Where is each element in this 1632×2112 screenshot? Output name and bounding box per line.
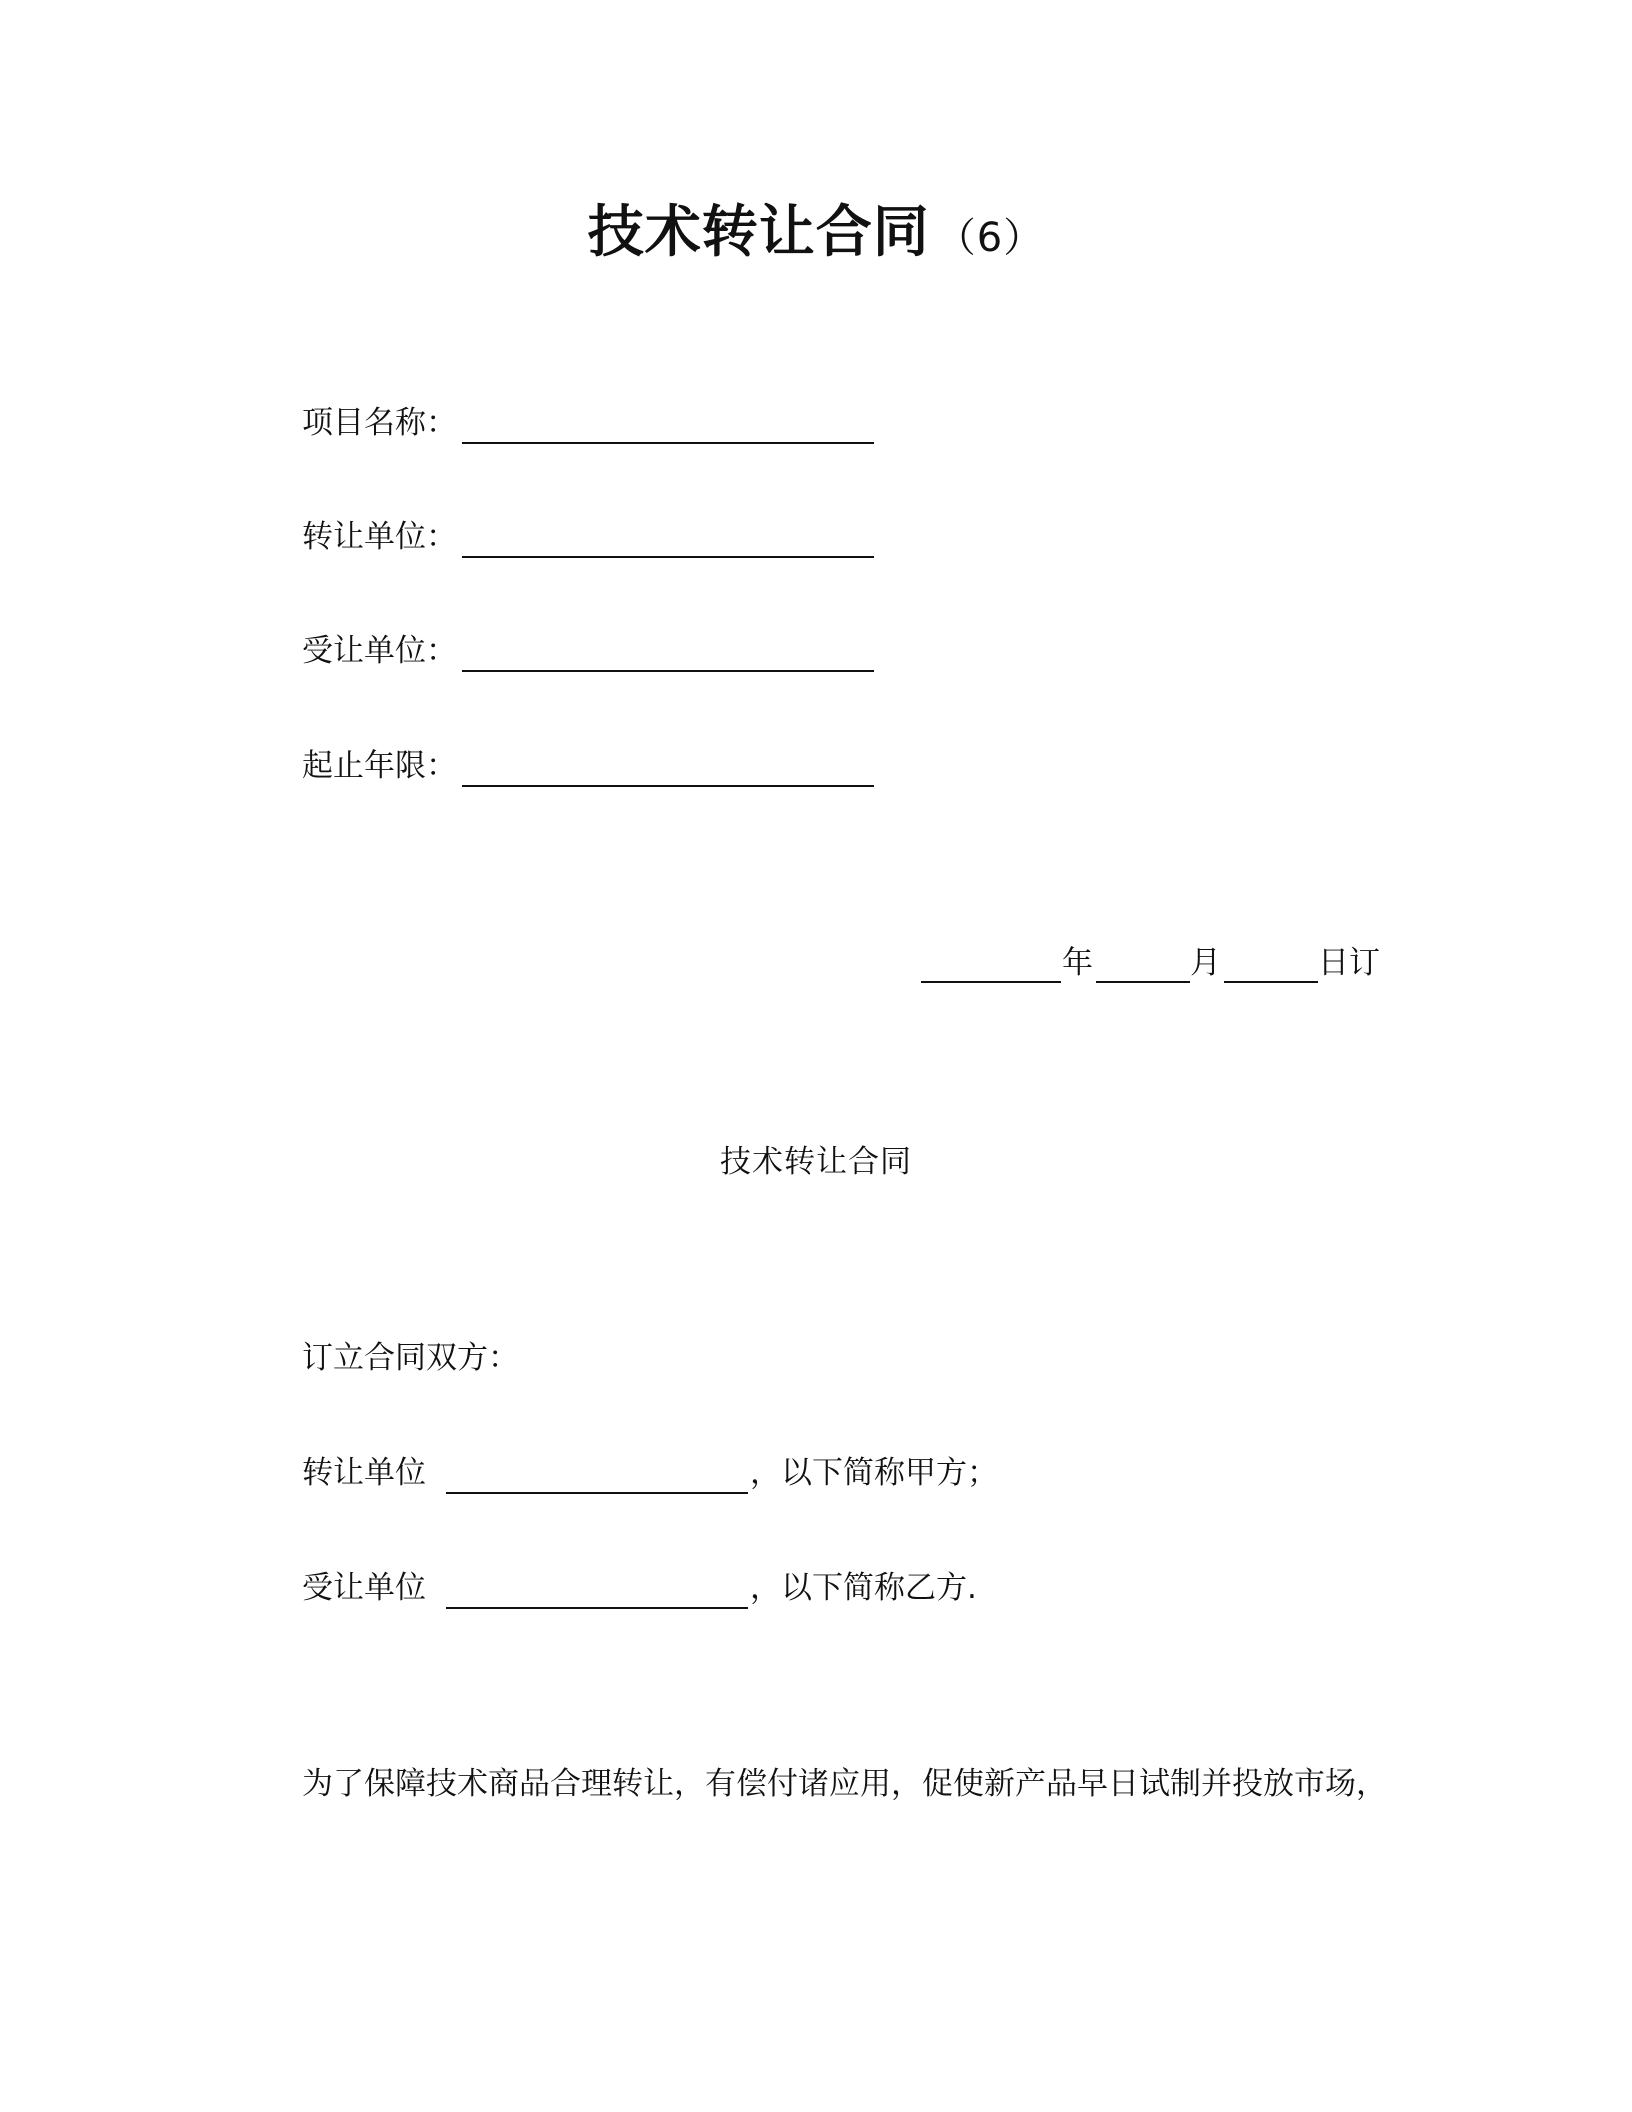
party-b-suffix: ，以下简称乙方. (750, 1570, 977, 1606)
party-b-blank[interactable] (446, 1607, 748, 1609)
preamble-text: 为了保障技术商品合理转让，有偿付诸应用，促使新产品早日试制并投放市场， (302, 1766, 1387, 1802)
project-name-blank[interactable] (462, 442, 874, 444)
party-a-blank[interactable] (446, 1492, 748, 1494)
day-blank[interactable] (1224, 981, 1318, 983)
term-blank[interactable] (462, 785, 874, 787)
month-label: 月 (1190, 945, 1221, 981)
party-a-label: 转让单位 (302, 1455, 426, 1491)
party-a-suffix: ，以下简称甲方； (750, 1455, 998, 1491)
title-suffix: （6） (935, 215, 1045, 261)
month-blank[interactable] (1096, 981, 1190, 983)
year-label: 年 (1062, 945, 1093, 981)
parties-heading: 订立合同双方： (302, 1340, 519, 1376)
transferor-blank[interactable] (462, 556, 874, 558)
project-name-label: 项目名称： (302, 405, 457, 441)
title-main: 技术转让合同 (587, 200, 930, 265)
transferor-label: 转让单位： (302, 519, 457, 555)
contract-subtitle: 技术转让合同 (720, 1144, 912, 1180)
term-label: 起止年限： (302, 748, 457, 784)
transferee-blank[interactable] (462, 670, 874, 672)
transferee-label: 受让单位： (302, 633, 457, 669)
party-b-label: 受让单位 (302, 1570, 426, 1606)
year-blank[interactable] (921, 981, 1061, 983)
day-signed-label: 日订 (1318, 945, 1380, 981)
document-title (0, 198, 1632, 273)
